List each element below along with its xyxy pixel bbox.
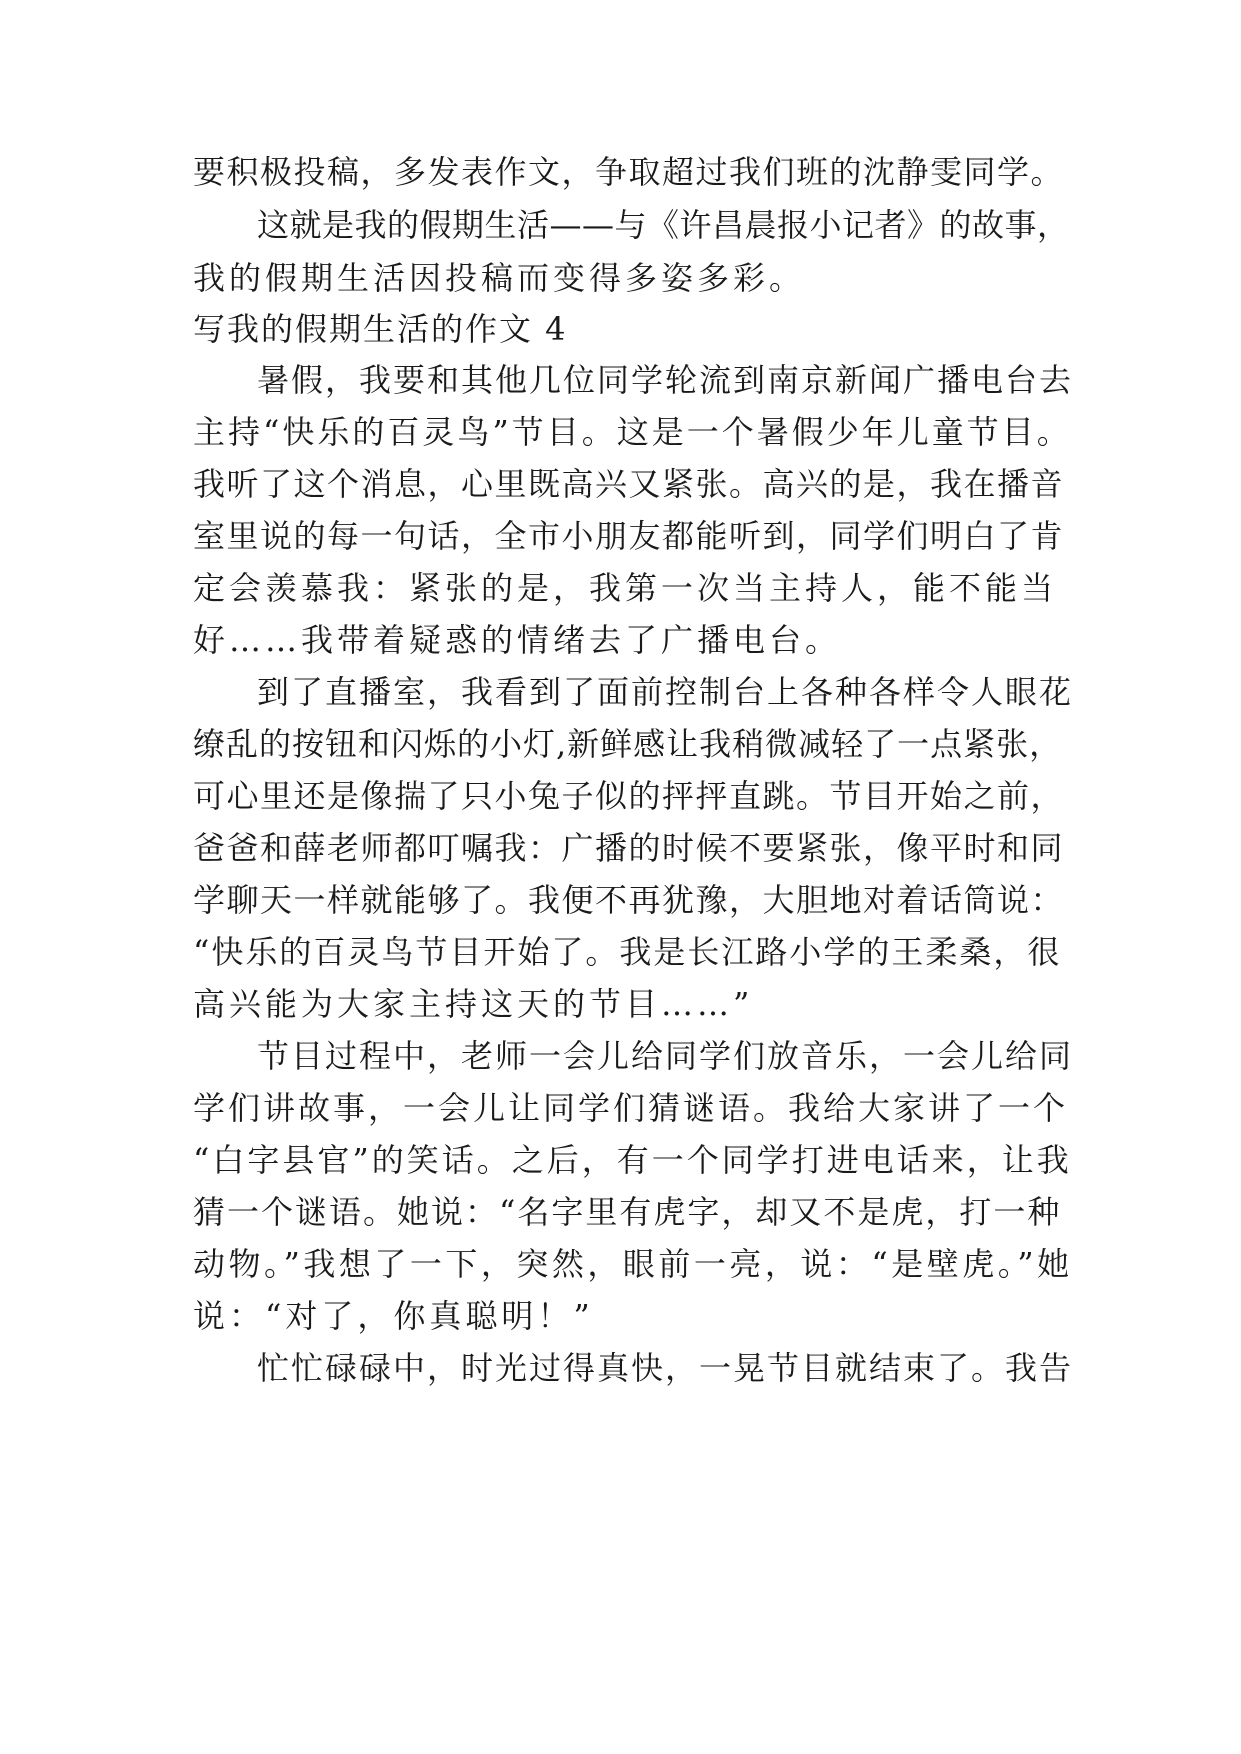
text-line: 高兴能为大家主持这天的节目……” <box>193 985 754 1023</box>
text-line: 说：“对了，你真聪明！” <box>193 1297 594 1335</box>
text-line: 定会羡慕我：紧张的是，我第一次当主持人，能不能当 <box>193 569 1058 607</box>
text-line: 要积极投稿，多发表作文，争取超过我们班的沈静雯同学。 <box>193 153 1065 191</box>
text-line: 好……我带着疑惑的情绪去了广播电台。 <box>193 621 842 659</box>
paragraph-start-line: 暑假，我要和其他几位同学轮流到南京新闻广播电台去 <box>257 361 1073 399</box>
text-line: 我的假期生活因投稿而变得多姿多彩。 <box>193 259 806 297</box>
text-line: 学聊天一样就能够了。我便不再犹豫，大胆地对着话筒说： <box>193 881 1065 919</box>
text-line: 爸爸和薛老师都叮嘱我：广播的时候不要紧张，像平时和同 <box>193 829 1065 867</box>
paragraph-start-line: 节目过程中，老师一会儿给同学们放音乐，一会儿给同 <box>257 1037 1073 1075</box>
text-line: “快乐的百灵鸟节目开始了。我是长江路小学的王柔桑，很 <box>193 933 1062 971</box>
text-line: 室里说的每一句话，全市小朋友都能听到，同学们明白了肯 <box>193 517 1065 555</box>
text-line: 我听了这个消息，心里既高兴又紧张。高兴的是，我在播音 <box>193 465 1065 503</box>
text-line: 学们讲故事，一会儿让同学们猜谜语。我给大家讲了一个 <box>193 1089 1069 1127</box>
text-line: 缭乱的按钮和闪烁的小灯,新鲜感让我稍微减轻了一点紧张， <box>193 725 1063 763</box>
text-line: 可心里还是像揣了只小兔子似的抨抨直跳。节目开始之前， <box>193 777 1065 815</box>
paragraph-start-line: 到了直播室，我看到了面前控制台上各种各样令人眼花 <box>257 673 1073 711</box>
text-line: 主持“快乐的百灵鸟”节目。这是一个暑假少年儿童节目。 <box>193 413 1072 451</box>
text-line: “白字县官”的笑话。之后，有一个同学打进电话来，让我 <box>193 1141 1072 1179</box>
text-line: 动物。”我想了一下，突然，眼前一亮，说：“是壁虎。”她 <box>193 1245 1073 1283</box>
section-heading: 写我的假期生活的作文 4 <box>193 310 568 348</box>
text-line: 猜一个谜语。她说：“名字里有虎字，却又不是虎，打一种 <box>193 1193 1062 1231</box>
paragraph-start-line: 这就是我的假期生活——与《许昌晨报小记者》的故事， <box>257 206 1070 244</box>
paragraph-start-line: 忙忙碌碌中，时光过得真快，一晃节目就结束了。我告 <box>257 1349 1073 1387</box>
